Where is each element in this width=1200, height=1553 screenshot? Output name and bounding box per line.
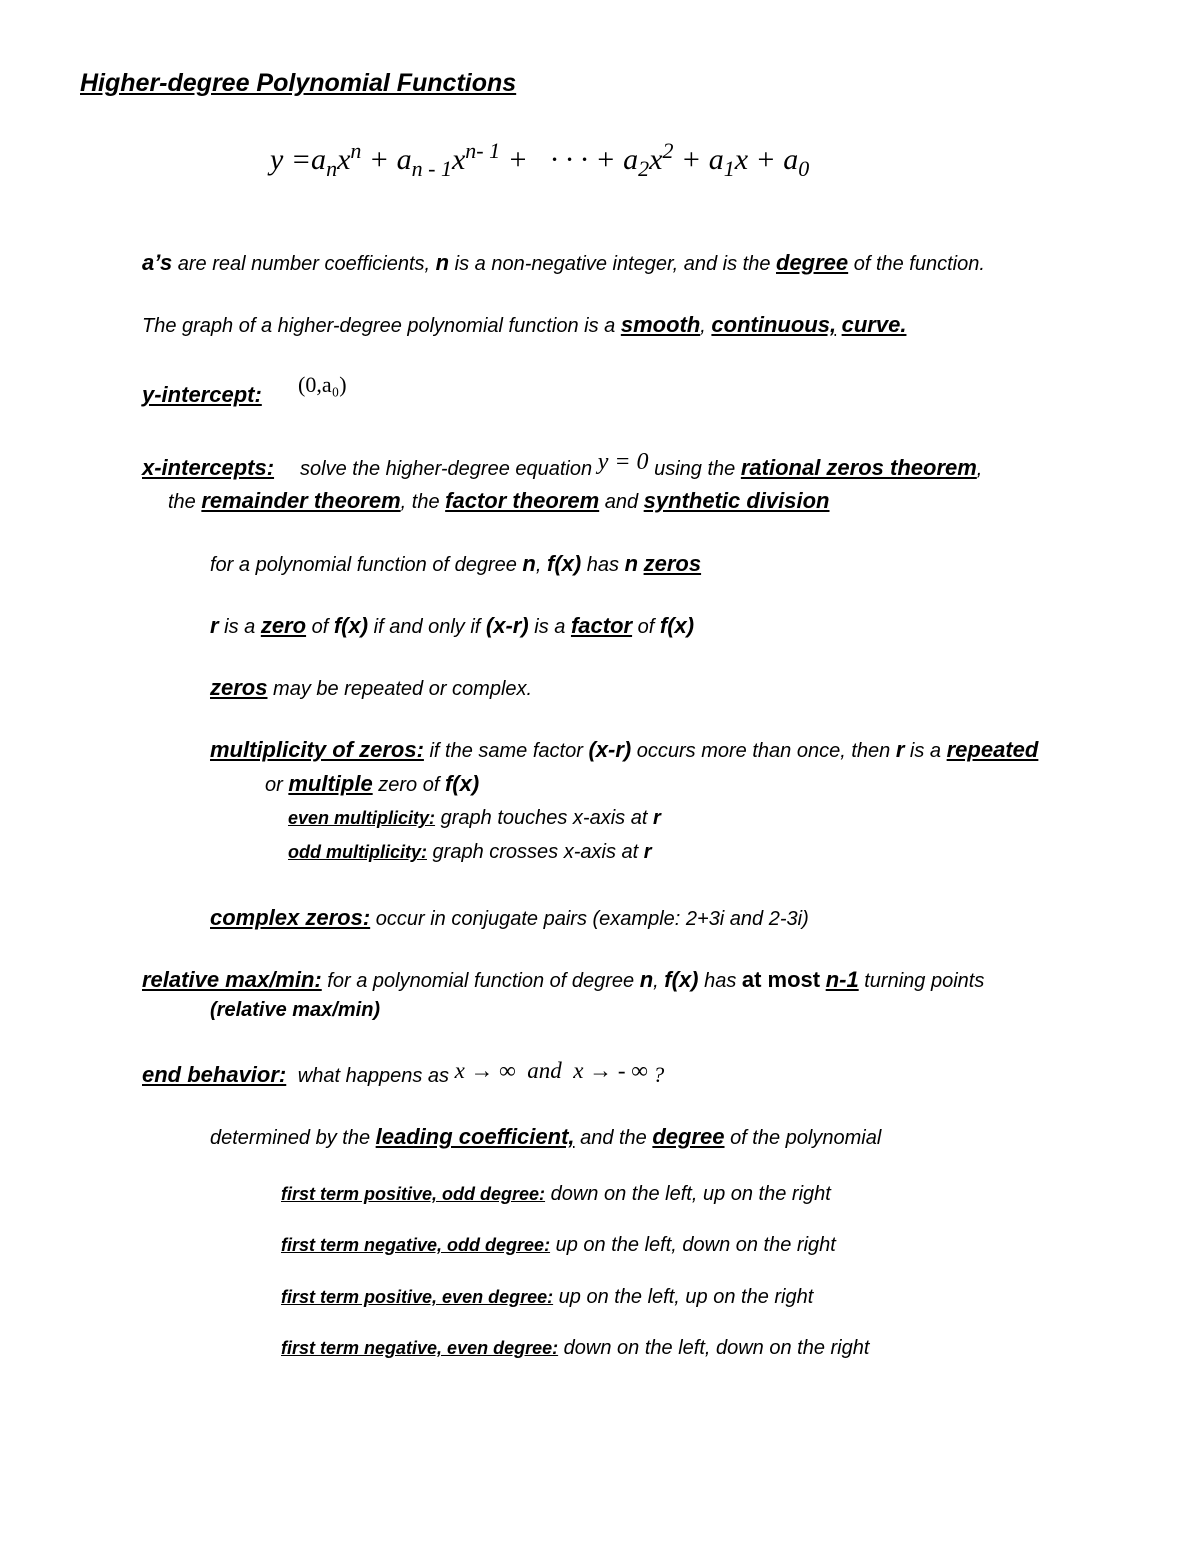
y-intercept-label: y-intercept: <box>142 382 262 407</box>
factor-theorem: factor theorem <box>445 488 600 513</box>
case-negative-odd: first term negative, odd degree: up on the left, down on the right <box>281 1234 836 1256</box>
synthetic-division: synthetic division <box>643 488 830 513</box>
zero-factor-line: r is a zero of f(x) if and only if (x-r) is a factor of f(x) <box>210 613 695 638</box>
y-equals-zero: y = 0 <box>597 449 649 475</box>
relative-max-min-line: relative max/min: for a polynomial function of degree n, f(x) has at most n-1 turning points <box>142 967 985 992</box>
rational-zeros-theorem: rational zeros theorem <box>740 455 977 480</box>
remainder-theorem: remainder theorem <box>201 488 401 513</box>
relative-max-min-line-2: (relative max/min) <box>210 999 381 1021</box>
odd-multiplicity-line: odd multiplicity: graph crosses x-axis at r <box>288 841 652 863</box>
even-multiplicity-line: even multiplicity: graph touches x-axis at r <box>288 807 661 829</box>
zeros-repeated-line: zeros may be repeated or complex. <box>210 675 533 700</box>
coefficients-line: a’s are real number coefficients, n is a non-negative integer, and is the degree of the function. <box>142 250 985 275</box>
case-positive-even: first term positive, even degree: up on the left, up on the right <box>281 1286 814 1308</box>
case-positive-odd: first term positive, odd degree: down on the left, up on the right <box>281 1183 831 1205</box>
end-behavior-line: end behavior: what happens as x → ∞ and x → - ∞ ? <box>142 1058 665 1087</box>
curve-term: curve. <box>841 312 907 337</box>
multiplicity-line-2: or multiple zero of f(x) <box>265 771 480 796</box>
page-title: Higher-degree Polynomial Functions <box>80 69 517 97</box>
determined-line: determined by the leading coefficient, and the degree of the polynomial <box>210 1124 882 1149</box>
limit-expression: x → ∞ and x → - ∞ <box>454 1058 648 1083</box>
multiplicity-label: multiplicity of zeros: <box>210 737 424 762</box>
polynomial-formula: $y =a_nx^n + a_{n - 1}x^{n- 1}$ + · · · + $a_2x^2 + a_1x + a_0$ <box>270 138 810 181</box>
x-intercepts-label: x-intercepts: <box>142 455 275 480</box>
multiplicity-line: multiplicity of zeros: if the same factor (x-r) occurs more than once, then r is a repeated <box>210 737 1039 762</box>
x-intercepts-line-2: the remainder theorem, the factor theorem and synthetic division <box>168 488 830 513</box>
degree-term: degree <box>776 250 849 275</box>
continuous-term: continuous, <box>711 312 837 337</box>
graph-description-line: The graph of a higher-degree polynomial function is a smooth, continuous, curve. <box>142 312 907 337</box>
x-intercepts-line: x-intercepts: solve the higher-degree equation y = 0 using the rational zeros theorem, <box>142 449 983 480</box>
n-zeros-line: for a polynomial function of degree n, f(x) has n zeros <box>210 551 702 576</box>
coefficients-term: a’s <box>142 250 173 275</box>
case-negative-even: first term negative, even degree: down on the left, down on the right <box>281 1337 870 1359</box>
complex-zeros-line: complex zeros: occur in conjugate pairs (example: 2+3i and 2-3i) <box>210 905 809 930</box>
smooth-term: smooth <box>620 312 701 337</box>
y-intercept-value: (0,a₀) <box>298 372 347 397</box>
